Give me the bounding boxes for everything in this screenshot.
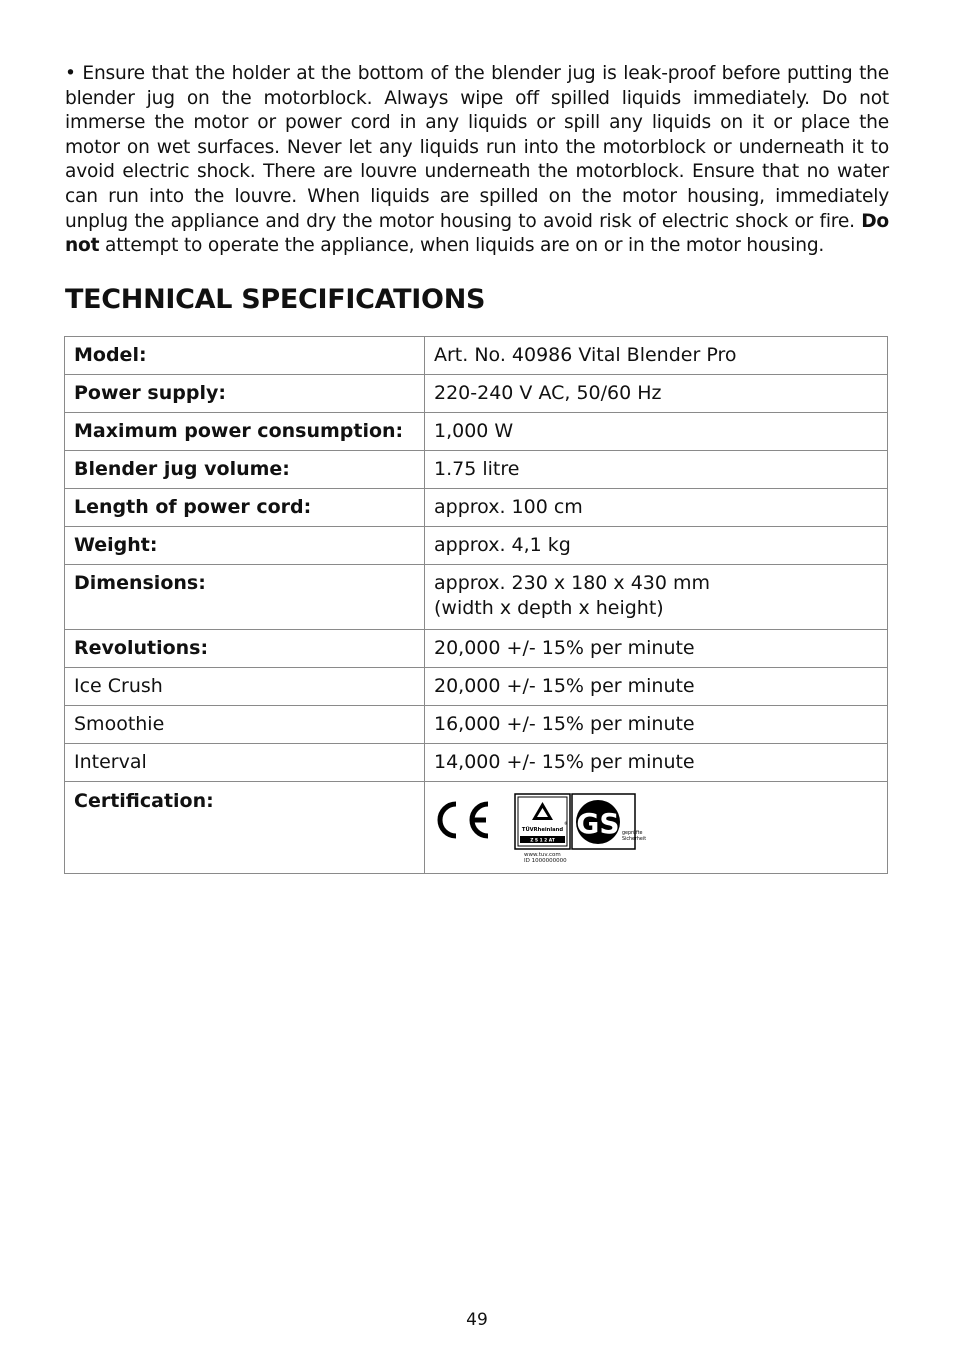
safety-emphasis: Do not bbox=[65, 210, 889, 257]
svg-text:Z S 1 2 AT: Z S 1 2 AT bbox=[530, 838, 555, 844]
section-heading: TECHNICAL SPECIFICATIONS bbox=[65, 284, 486, 315]
spec-value: 14,000 +/- 15% per minute bbox=[425, 744, 888, 782]
spec-label: Model: bbox=[65, 337, 425, 375]
dimensions-line: approx. 230 x 180 x 430 mm bbox=[434, 572, 711, 594]
tuv-gs-certification bbox=[514, 793, 647, 864]
tuv-id: ID 1000000000 bbox=[524, 857, 567, 864]
svg-text:GS: GS bbox=[576, 807, 620, 840]
spec-label: Blender jug volume: bbox=[65, 451, 425, 489]
gs-text-1: geprüfte bbox=[622, 831, 643, 836]
spec-value: 1.75 litre bbox=[425, 451, 888, 489]
table-row bbox=[65, 668, 888, 706]
spec-label: Power supply: bbox=[65, 375, 425, 413]
spec-label: Length of power cord: bbox=[65, 489, 425, 527]
spec-table bbox=[64, 336, 888, 874]
spec-value: 20,000 +/- 15% per minute bbox=[425, 630, 888, 668]
spec-label: Interval bbox=[65, 744, 425, 782]
spec-value bbox=[425, 565, 888, 630]
table-row bbox=[65, 744, 888, 782]
spec-value: 1,000 W bbox=[425, 413, 888, 451]
gs-mark-icon bbox=[571, 793, 647, 850]
table-row bbox=[65, 527, 888, 565]
spec-value: 20,000 +/- 15% per minute bbox=[425, 668, 888, 706]
ce-mark-icon bbox=[434, 798, 492, 842]
spec-label: Weight: bbox=[65, 527, 425, 565]
table-row bbox=[65, 782, 888, 874]
safety-text-end: attempt to operate the appliance, when liquids are on or in the motor housing. bbox=[99, 235, 825, 257]
table-row bbox=[65, 451, 888, 489]
spec-value: approx. 100 cm bbox=[425, 489, 888, 527]
table-row bbox=[65, 413, 888, 451]
table-row bbox=[65, 375, 888, 413]
dimensions-legend: (width x depth x height) bbox=[434, 597, 664, 619]
table-row bbox=[65, 706, 888, 744]
tuv-brand-text: TÜVRheinland bbox=[521, 827, 564, 833]
svg-text:®: ® bbox=[564, 821, 568, 826]
spec-label: Smoothie bbox=[65, 706, 425, 744]
page-number: 49 bbox=[466, 1310, 488, 1330]
table-row bbox=[65, 565, 888, 630]
tuv-url: www.tuv.com bbox=[524, 852, 561, 858]
table-row bbox=[65, 630, 888, 668]
spec-label: Certification: bbox=[65, 782, 425, 874]
safety-text: • Ensure that the holder at the bottom of the blender jug is leak-proof before putting the blender jug on the motorblock. Always wipe off spilled liquids immediately. Do not immerse the motor or power cord in any liquids or spill any liquids on it or place the motor on wet surfaces. Never let any liquids run into the motorblock or underneath it to avoid electric shock. There are louvre underneath the motorblock. Ensure that no water can run into the louvre. When liquids are spilled on the motor housing, immediately unplug the appliance and dry the motor housing to avoid risk of electric shock or fire. bbox=[65, 63, 889, 232]
certification-logos bbox=[425, 782, 888, 874]
tuv-rheinland-icon bbox=[514, 793, 571, 850]
table-row bbox=[65, 337, 888, 375]
safety-paragraph bbox=[65, 62, 889, 259]
table-row bbox=[65, 489, 888, 527]
spec-label: Dimensions: bbox=[65, 565, 425, 630]
spec-value: 220-240 V AC, 50/60 Hz bbox=[425, 375, 888, 413]
spec-value: Art. No. 40986 Vital Blender Pro bbox=[425, 337, 888, 375]
spec-label: Ice Crush bbox=[65, 668, 425, 706]
gs-text-2: Sicherheit bbox=[622, 837, 647, 842]
spec-value: 16,000 +/- 15% per minute bbox=[425, 706, 888, 744]
spec-value: approx. 4,1 kg bbox=[425, 527, 888, 565]
spec-label: Maximum power consumption: bbox=[65, 413, 425, 451]
spec-label: Revolutions: bbox=[65, 630, 425, 668]
